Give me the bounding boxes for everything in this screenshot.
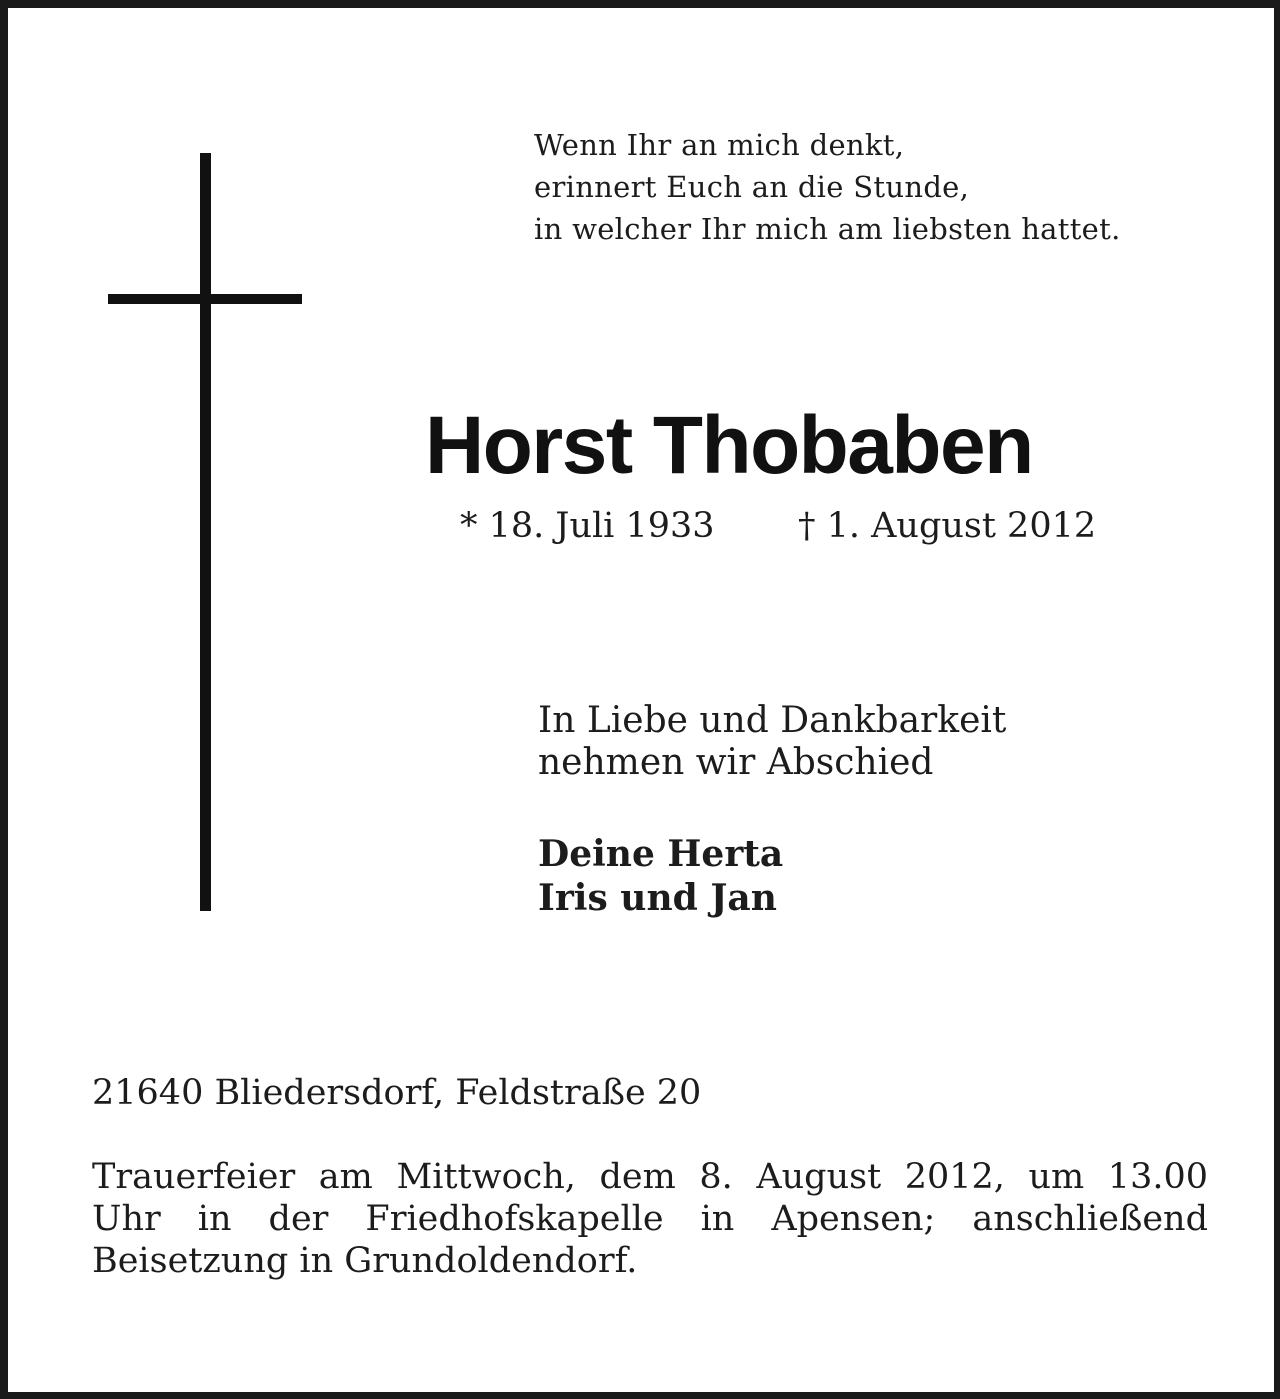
mourners-signature bbox=[538, 832, 783, 920]
cross-vertical-bar bbox=[200, 153, 211, 911]
deceased-name: Horst Thobaben bbox=[425, 400, 1033, 491]
service-line: Trauerfeier am Mittwoch, dem 8. August 2012, um 13.00 bbox=[92, 1157, 1208, 1197]
family-address: 21640 Bliedersdorf, Feldstraße 20 bbox=[92, 1073, 702, 1113]
mourner-line: Iris und Jan bbox=[538, 877, 777, 919]
farewell-line: In Liebe und Dankbarkeit bbox=[538, 700, 1007, 741]
death-date: † 1. August 2012 bbox=[798, 506, 1097, 546]
mourner-line: Deine Herta bbox=[538, 833, 784, 875]
poem-line: Wenn Ihr an mich denkt, bbox=[534, 128, 905, 162]
birth-date: * 18. Juli 1933 bbox=[460, 506, 715, 546]
memorial-poem bbox=[534, 124, 1121, 250]
farewell-line: nehmen wir Abschied bbox=[538, 742, 934, 783]
service-line: Beisetzung in Grundoldendorf. bbox=[92, 1241, 638, 1281]
poem-line: erinnert Euch an die Stunde, bbox=[534, 170, 970, 204]
farewell-message bbox=[538, 700, 1006, 784]
funeral-service-details bbox=[92, 1156, 1208, 1282]
cross-horizontal-bar bbox=[108, 294, 302, 304]
poem-line: in welcher Ihr mich am liebsten hattet. bbox=[534, 212, 1121, 246]
service-line: Uhr in der Friedhofskapelle in Apensen; anschließend bbox=[92, 1199, 1208, 1239]
